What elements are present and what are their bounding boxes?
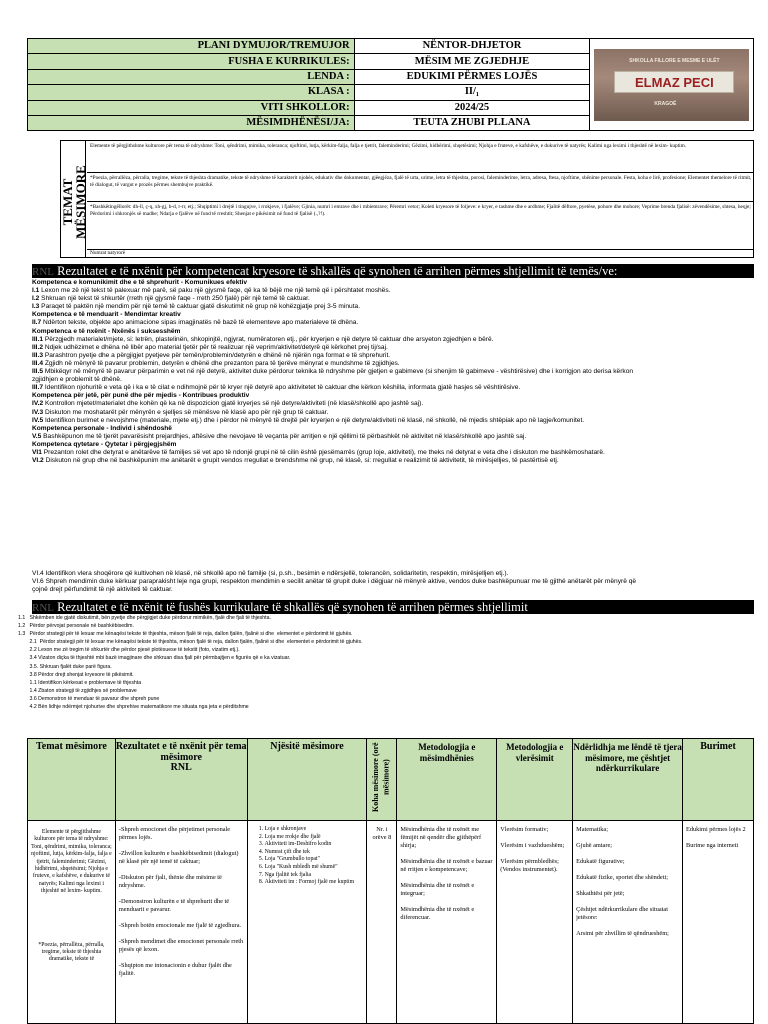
result-line [32, 570, 754, 578]
assessment-item: Vlerësim formativ; [500, 826, 549, 833]
link-item: Matematika; [576, 826, 608, 833]
result-line [32, 303, 754, 311]
result-text: Identifikon njohuritë e veta që i ka e të cilat e ndihmojnë për të kryer një detyrë apo aktivitetet të caktuar dhe kërkon këshilla, informata gjatë hasjes së vështirësive. [44, 384, 521, 392]
result-line [32, 368, 754, 376]
result-number: III.3 [32, 351, 45, 359]
header-label: VITI SHKOLLOR: [28, 100, 355, 115]
col-header-rnl: Rezultatet e të nxënit për tema mësimore RNL [115, 739, 247, 821]
method-item: Mësimdhënia dhe të nxënët e diferencuar. [400, 906, 475, 921]
result-line: zgjidhjen e problemit të dhënë. [32, 376, 122, 384]
result-line [32, 384, 754, 392]
link-item: Edukatë figurative; [576, 858, 625, 865]
rnl-item: -Zhvillon kulturën e bashkëbisedimit (dialogut) në klasë për një temë të caktuar; [118, 850, 239, 865]
col-header-koha [367, 739, 397, 821]
header-value: 2024/25 [354, 100, 590, 115]
lesson-unit: 6. Loja "Kush mbledh më shumë" [265, 864, 364, 872]
result-text: Identifikon vlera shoqërore që kultivohen në klasë, në shkollë apo në familje (si, p.sh., besimin e ndërsjellë, tolerancën, solidaritetin, respektin, mirësjelljen etj.). [45, 570, 509, 577]
curriculum-result-line: 1.3 Përdor strategji për të lexuar me kënaqësi tekste të thjeshta, mëson fjalë të reja, dallon fjalën, fjalinë si dhe elementet e përdorimit të gjuhës. [18, 631, 353, 638]
result-number: III.7 [32, 384, 45, 392]
col-header-burim: Burimet [683, 739, 754, 821]
cell-temat-text: Elemente të përgjithshme kulturore për tema të ndryshme: Toni, qëndrimi, mimika, toleranca; njoftimi, lutja, kërkim-falja, falja e tjetrit, faleminderimi; Gëzimi, hidhërimi, shqetësimi; Njohja e fruteve, e kafshëve, e dukurive të natyrës; Kalimi nga leximi i thjeshtë në lexim- kuptim. [31, 829, 112, 895]
assessment-item: Vlerësim përmbledhës; (Vendos instrumentet). [500, 858, 559, 873]
result-number: V.5 [32, 432, 44, 440]
cell-njesite [247, 821, 367, 1024]
header-label: KLASA : [28, 85, 355, 100]
header-value: TEUTA ZHUBI PLLANA [354, 115, 590, 130]
njesite-list [251, 826, 364, 887]
result-text: Shkruan një tekst të shkurtër (rreth një gjysmë faqe - rreth 250 fjalë) për një temë të caktuar. [41, 295, 310, 303]
result-line [32, 336, 754, 344]
competence-heading: Kompetenca qytetare - Qytetar i përgjegjshëm [32, 440, 177, 448]
result-number: I.1 [32, 287, 42, 295]
resource-item: Burime nga interneti [686, 842, 739, 849]
result-line [32, 417, 754, 425]
temat-cell: *Poezia, përrallëza, përralla, tregime, tekste të thjeshta dramatike, tekste të ndryshme të karakterit njohës, edukativ dhe dokumentar, gjëegjëza, fjalë të urta, urime, letra të thjeshta, porosi, faleminderime, letra, adresa, ftesa, njoftime, shënime personale. Festa, koha e lirë, profesione; Elementet themelore të ritmit, të dialogut, të vargut e prozës përmes shembujve praktikë. [87, 173, 753, 202]
method-item: Mësimdhënia dhe të nxënët me fëmijët në qendër dhe gjithëpërf shirja; [400, 826, 482, 849]
result-text: çojnë drejt përfundimit të një aktiviteti të caktuar. [32, 586, 173, 594]
curriculum-result-line: 1.1 Identifikon kërkesat e problemave të thjeshta [18, 679, 142, 686]
curriculum-result-line: 2.1 Përdor strategji për të lexuar me kënaqësi tekste të thjeshta, mëson fjalë të reja, dallon fjalën, fjalinë si dhe elementet e përdorimit të gjuhës. [18, 639, 363, 646]
result-line [32, 449, 754, 457]
cell-metod [397, 821, 497, 1024]
lesson-unit: 4. Numrat çift dhe tek [265, 849, 364, 857]
result-text: Identifikon burimet e nevojshme (materiale, mjete etj.) dhe i përdor në mënyrë të drejtë për kryerjen e një detyre/aktiviteti në klasë, në shkollë, në mjedis shtëpiak apo në lagje/komunitet. [44, 416, 585, 424]
method-item: Mësimdhënia dhe të nxënët e bazuar në rritjen e kompetencave; [400, 858, 493, 873]
curriculum-result-line: 3.4 Vizaton diçka të thjeshtë mbi bazë imagjinare dhe shkruan disa fjali për përmbajtjen e figurës që e ka vizatuar. [18, 655, 291, 662]
cell-temat-text2: *Poezia, përrallëza, përralla, tregime, tekste të thjeshta dramatike, tekste të [38, 941, 105, 963]
competence-heading: Kompetenca për jetë, për punë dhe për mjedis - Kontribues produktiv [32, 392, 250, 400]
result-text: Ndërton tekste, objekte apo animacione sipas imagjinatës në bazë të elementeve apo materialeve të dhëna. [43, 319, 359, 327]
lesson-unit: 2. Loja me rrokje dhe fjalë [265, 834, 364, 842]
result-line [32, 578, 754, 586]
rnl-item: -Shpreh botën emocionale me fjalë të zgjedhura. [118, 922, 242, 929]
result-text: Parashtron pyetje dhe a përgjigjet pyetjeve për temën/problemin/detyrën e dhënë në njërën nga format e të shprehurit. [44, 351, 391, 359]
rnl-curriculum-heading-bar [32, 600, 754, 614]
lesson-unit: 7. Nga fjalitë tek fjalia [265, 872, 364, 880]
logo-bottom-text: KRAGOË [654, 100, 677, 107]
school-logo-cell [590, 39, 754, 131]
temat-side-text: TEMAT MËSIMORE [60, 165, 88, 239]
lesson-unit: 8. Aktiviteti im : Formoj fjalë me kuptim [265, 879, 364, 887]
result-number: VI.2 [32, 457, 46, 465]
competence-heading: Kompetenca e të menduarit - Mendimtar kreativ [32, 311, 181, 319]
header-value: MËSIM ME ZGJEDHJE [354, 54, 590, 69]
link-item: Çështjet ndërkurrikulare dhe situatat jetësore: [576, 906, 668, 921]
curriculum-result-line: 4.2 Bën lidhje ndërmjet njohurive dhe shprehive matematikore me situata nga jeta e përditshme [18, 704, 249, 711]
curriculum-results-list [18, 614, 754, 711]
assessment-item: Vlerësim i vazhdueshëm; [500, 842, 565, 849]
cell-rnl [115, 821, 247, 1024]
cell-koha: Nr. i orëve 8 [367, 821, 397, 1024]
rnl-item: -Diskuton për fjali, thënie dhe mësime të ndryshme. [118, 874, 222, 889]
col-header-koha-text: Koha mësimore (orë mësimore) [371, 742, 391, 812]
rnl-item: -Shpreh mendimet dhe emocionet personale rreth pjesës që lexon. [118, 938, 244, 953]
competence-results-continued [32, 570, 754, 594]
rnl-heading-bar [32, 264, 754, 278]
result-line [32, 400, 754, 408]
result-number: III.2 [32, 343, 45, 351]
link-item: Edukatë fizike, sportet dhe shëndeti; [576, 874, 668, 881]
result-number: II.7 [32, 319, 43, 327]
result-number: I.3 [32, 303, 42, 311]
rnl-title: Rezultatet e të nxënit të fushës kurrikulare të shkallës që synohen të arrihen përmes shtjellimit [57, 600, 528, 614]
result-number: III.1 [32, 335, 45, 343]
col-header-njesite: Njësitë mësimore [247, 739, 367, 821]
temat-cell: Numrat natyrorë [90, 250, 126, 256]
col-header-vler: Metodologjia e vlerësimit [497, 739, 573, 821]
header-value: EDUKIMI PËRMES LOJËS [354, 69, 590, 84]
result-line [32, 409, 754, 417]
result-text: Zgjidh në mënyrë të pavarur problemin, detyrën e dhënë dhe prezanton para të tjerëve mënyrat e mundshme të zgjidhjes. [44, 359, 400, 367]
result-line [32, 586, 754, 594]
link-item: Arsimi për zhvillim të qëndrueshëm; [576, 930, 669, 937]
result-number: I.2 [32, 295, 42, 303]
result-line [32, 319, 754, 327]
rnl-item: -Shpreh emocionet dhe përjetimet personale përmes lojës. [118, 826, 231, 841]
competence-heading: Kompetenca personale - Individ i shëndoshë [32, 424, 172, 432]
temat-side-label [61, 141, 86, 257]
cell-nderl [573, 821, 683, 1024]
result-text: Shpreh mendimin duke kërkuar paraprakisht leje nga grupi, respekton mendimin e secilit anëtar të grupit duke i dëgjuar në mënyrë aktive, vendos duke bashkëpunuar me të gjithë anëtarët për mënyrë që [45, 578, 637, 586]
cell-vler [497, 821, 573, 1024]
result-text: Ndjek udhëzimet e dhëna në libër apo material tjetër për të realizuar një veprim/aktivitet/detyrë që kërkohet prej tij/saj. [44, 343, 388, 351]
competence-heading: Kompetenca e komunikimit dhe e të shprehurit - Komunikues efektiv [32, 279, 248, 286]
lesson-unit: 3. Aktiviteti im-Deshifro kodin [265, 841, 364, 849]
curriculum-result-line: 1.2 Përdor përvojat personale në bashkëbisedim. [18, 623, 134, 630]
curriculum-result-line: 1.1 Shkëmben ide gjatë diskutimit, bën pyetje dhe përgjigjet duke përdorur mimikën, fjalë dhe fjali të thjeshta. [18, 615, 271, 621]
result-line [32, 352, 754, 360]
result-text: Mbikëqyr në mënyrë të pavarur përparimin e vet në një detyrë, aktivitet duke përdorur teknika të ndryshme për gjetjen e gabimeve (si shenjim të gabimeve - vështirësive) dhe i korrigjon ato derisa kërkon [44, 368, 634, 376]
temat-mesimore-box [60, 140, 754, 258]
curriculum-result-line: 3.8 Përdor drejt shenjat kryesore të pikësimit. [18, 671, 134, 678]
result-number: VI1 [32, 448, 44, 456]
school-logo-image [594, 49, 749, 121]
lesson-unit: 1. Loja e shkronjave [265, 826, 364, 834]
result-number: IV.5 [32, 416, 45, 424]
temat-cell: Elemente të përgjithshme kulturore për tema të ndryshme: Toni, qëndrimi, mimika, toleranca; njoftimi, lutja, kërkim-falja, falja e tjetrit, faleminderimi; Gëzimi, hidhërimi, shqetësimi; Njohja e fruteve, e kafshëve, e dukurive të natyrës; Kalimi nga leximi i thjeshtë në lexim- kuptim. [87, 141, 753, 173]
result-number: III.4 [32, 359, 45, 367]
result-text: Lexon me zë një tekst të palexuar më parë, së paku një gjysmë faqe, që ka të bëjë me një temë që i përshtatet moshës. [41, 287, 391, 295]
rnl-tag: RNL [32, 266, 54, 278]
competence-results-list [32, 279, 754, 465]
result-text: Përzgjedh materialet/mjete, si: letrën, plastelinën, shkopinjtë, ngjyrat, numëratoren etj., për kryerjen e një detyre të caktuar dhe arsyeton zgjedhjen e bërë. [44, 335, 494, 343]
result-text: Paraqet të paktën një mendim për një temë të caktuar gjatë diskutimit në grup në kohëzgjatje prej 3-5 minuta. [41, 303, 361, 311]
header-label: FUSHA E KURRIKULES: [28, 54, 355, 69]
col-header-temat: Temat mësimore [28, 739, 116, 821]
result-line [32, 433, 754, 441]
curriculum-result-line: 3.6 Demonstron të menduar të pavarur dhe shpreh pune [18, 695, 160, 702]
result-text: Diskuton në grup dhe në bashkëpunim me anëtarët e grupit vendos rregullat e brendshme në grup, në klasë, si: rregullat e realizimit të aktivitetit, të mirësjelljes, të pastërtisë etj. [45, 457, 559, 465]
result-number: IV.3 [32, 408, 45, 416]
col-header-metod: Metodologjia e mësimdhënies [397, 739, 497, 821]
result-line [32, 344, 754, 352]
result-number: VI.6 [32, 578, 46, 586]
method-item: Mësimdhënia dhe të nxënët e integruar; [400, 882, 475, 897]
link-item: Gjuhë amtare; [576, 842, 612, 849]
result-line [32, 287, 754, 295]
result-line [32, 360, 754, 368]
result-text: Prezanton rolet dhe detyrat e anëtarëve të familjes së vet apo të ndonjë grupi në të cilin është pjesëmarrës (grup loje, aktiviteti), me theks në detyrat e veta dhe i diskuton me bashkëmoshatarë. [43, 448, 605, 456]
competence-heading: Kompetenca e të nxënit - Nxënës i suksesshëm [32, 327, 181, 335]
curriculum-result-line: 2.2 Lexon me zë tregim të shkurtër dhe përdor pjesë plotësuese të tekstit (foto, vizatim etj.). [18, 647, 240, 654]
result-line [32, 457, 754, 465]
header-value: II/₁ [354, 85, 590, 100]
rnl-item: -Demonstron kulturën e të shprehurit dhe të menduarit e pavarur. [118, 898, 230, 913]
temat-cell: *Bashkëtingëllorët: dh-ll, ç-q, xh-gj, b-d, r-rr, etj.; Shqiptimi i drejtë i tingujve, i rrokjeve, i fjalëve; Gjinia, numri i emrave dhe i mbiemrave; Përemri vetor; Koleti kryesore të foljeve: e kryer, e tashme dhe e ardhme; Fjalitë dëftore, pyetëse, pohore dhe mohore; Veprime brenda fjalisë: zëvendësime, shtesa, heqje; Përdorimi i shkronjës së madhe; Ndarja e fjalëve në fund të rreshtit; Shenjat e pikësimit në fund të fjalisë (.,?!). [87, 202, 753, 250]
rnl-title: Rezultatet e të nxënit për kompetencat kryesore të shkallës që synohen të arrihen përmes shtjellimit të temës/ve: [57, 264, 618, 278]
header-label: LENDA : [28, 69, 355, 84]
lesson-unit: 5. Loja "Grumbullo topat" [265, 856, 364, 864]
result-number: VI.4 [32, 570, 46, 577]
result-text: Diskuton me moshatarët për mënyrën e sjelljes së mënësve në klasë apo për një grup të caktuar. [44, 408, 329, 416]
cell-burim [683, 821, 754, 1024]
result-text: Kontrollon mjetet/materialet dhe kohën që ka në dispozicion gjatë kryerjes së një detyre/aktiviteti (në klasë/shkollë apo jashtë saj). [44, 400, 424, 408]
col-header-nderl: Ndërlidhja me lëndë të tjera mësimore, me çështjet ndërkurrikulare [573, 739, 683, 821]
rnl-item: -Shqipton me intonacionin e duhur fjalët dhe fjalitë. [118, 962, 232, 977]
resource-item: Edukimi përmes lojës 2 [686, 826, 746, 833]
header-value: NËNTOR-DHJETOR [354, 39, 590, 54]
rnl-tag: RNL [32, 602, 54, 614]
result-text: Bashkëpunon me të tjerët pavarësisht prejardhjes, aftësive dhe nevojave të veçanta për arritjen e një qëllimi të përbashkët në aktivitet në klasë/shkollë apo jashtë saj. [43, 432, 527, 440]
logo-top-text: SHKOLLA FILLORE E MESME E ULËT [629, 57, 720, 64]
lesson-plan-table [27, 738, 754, 1024]
result-number: IV.2 [32, 400, 45, 408]
cell-temat [28, 821, 116, 1024]
result-number: III.5 [32, 368, 45, 376]
plan-header-table [27, 38, 754, 131]
link-item: Shkathtësi për jetë; [576, 890, 625, 897]
curriculum-result-line: 3.5. Shkruan fjalët duke parë figura. [18, 663, 112, 670]
header-label: MËSIMDHËNËSI/JA: [28, 115, 355, 130]
result-line [32, 295, 754, 303]
logo-sign-text: ELMAZ PECI [614, 71, 734, 93]
curriculum-result-line: 1.4 Zbaton strategji të zgjidhjes së problemave [18, 687, 137, 694]
header-label: PLANI DYMUJOR/TREMUJOR [28, 39, 355, 54]
